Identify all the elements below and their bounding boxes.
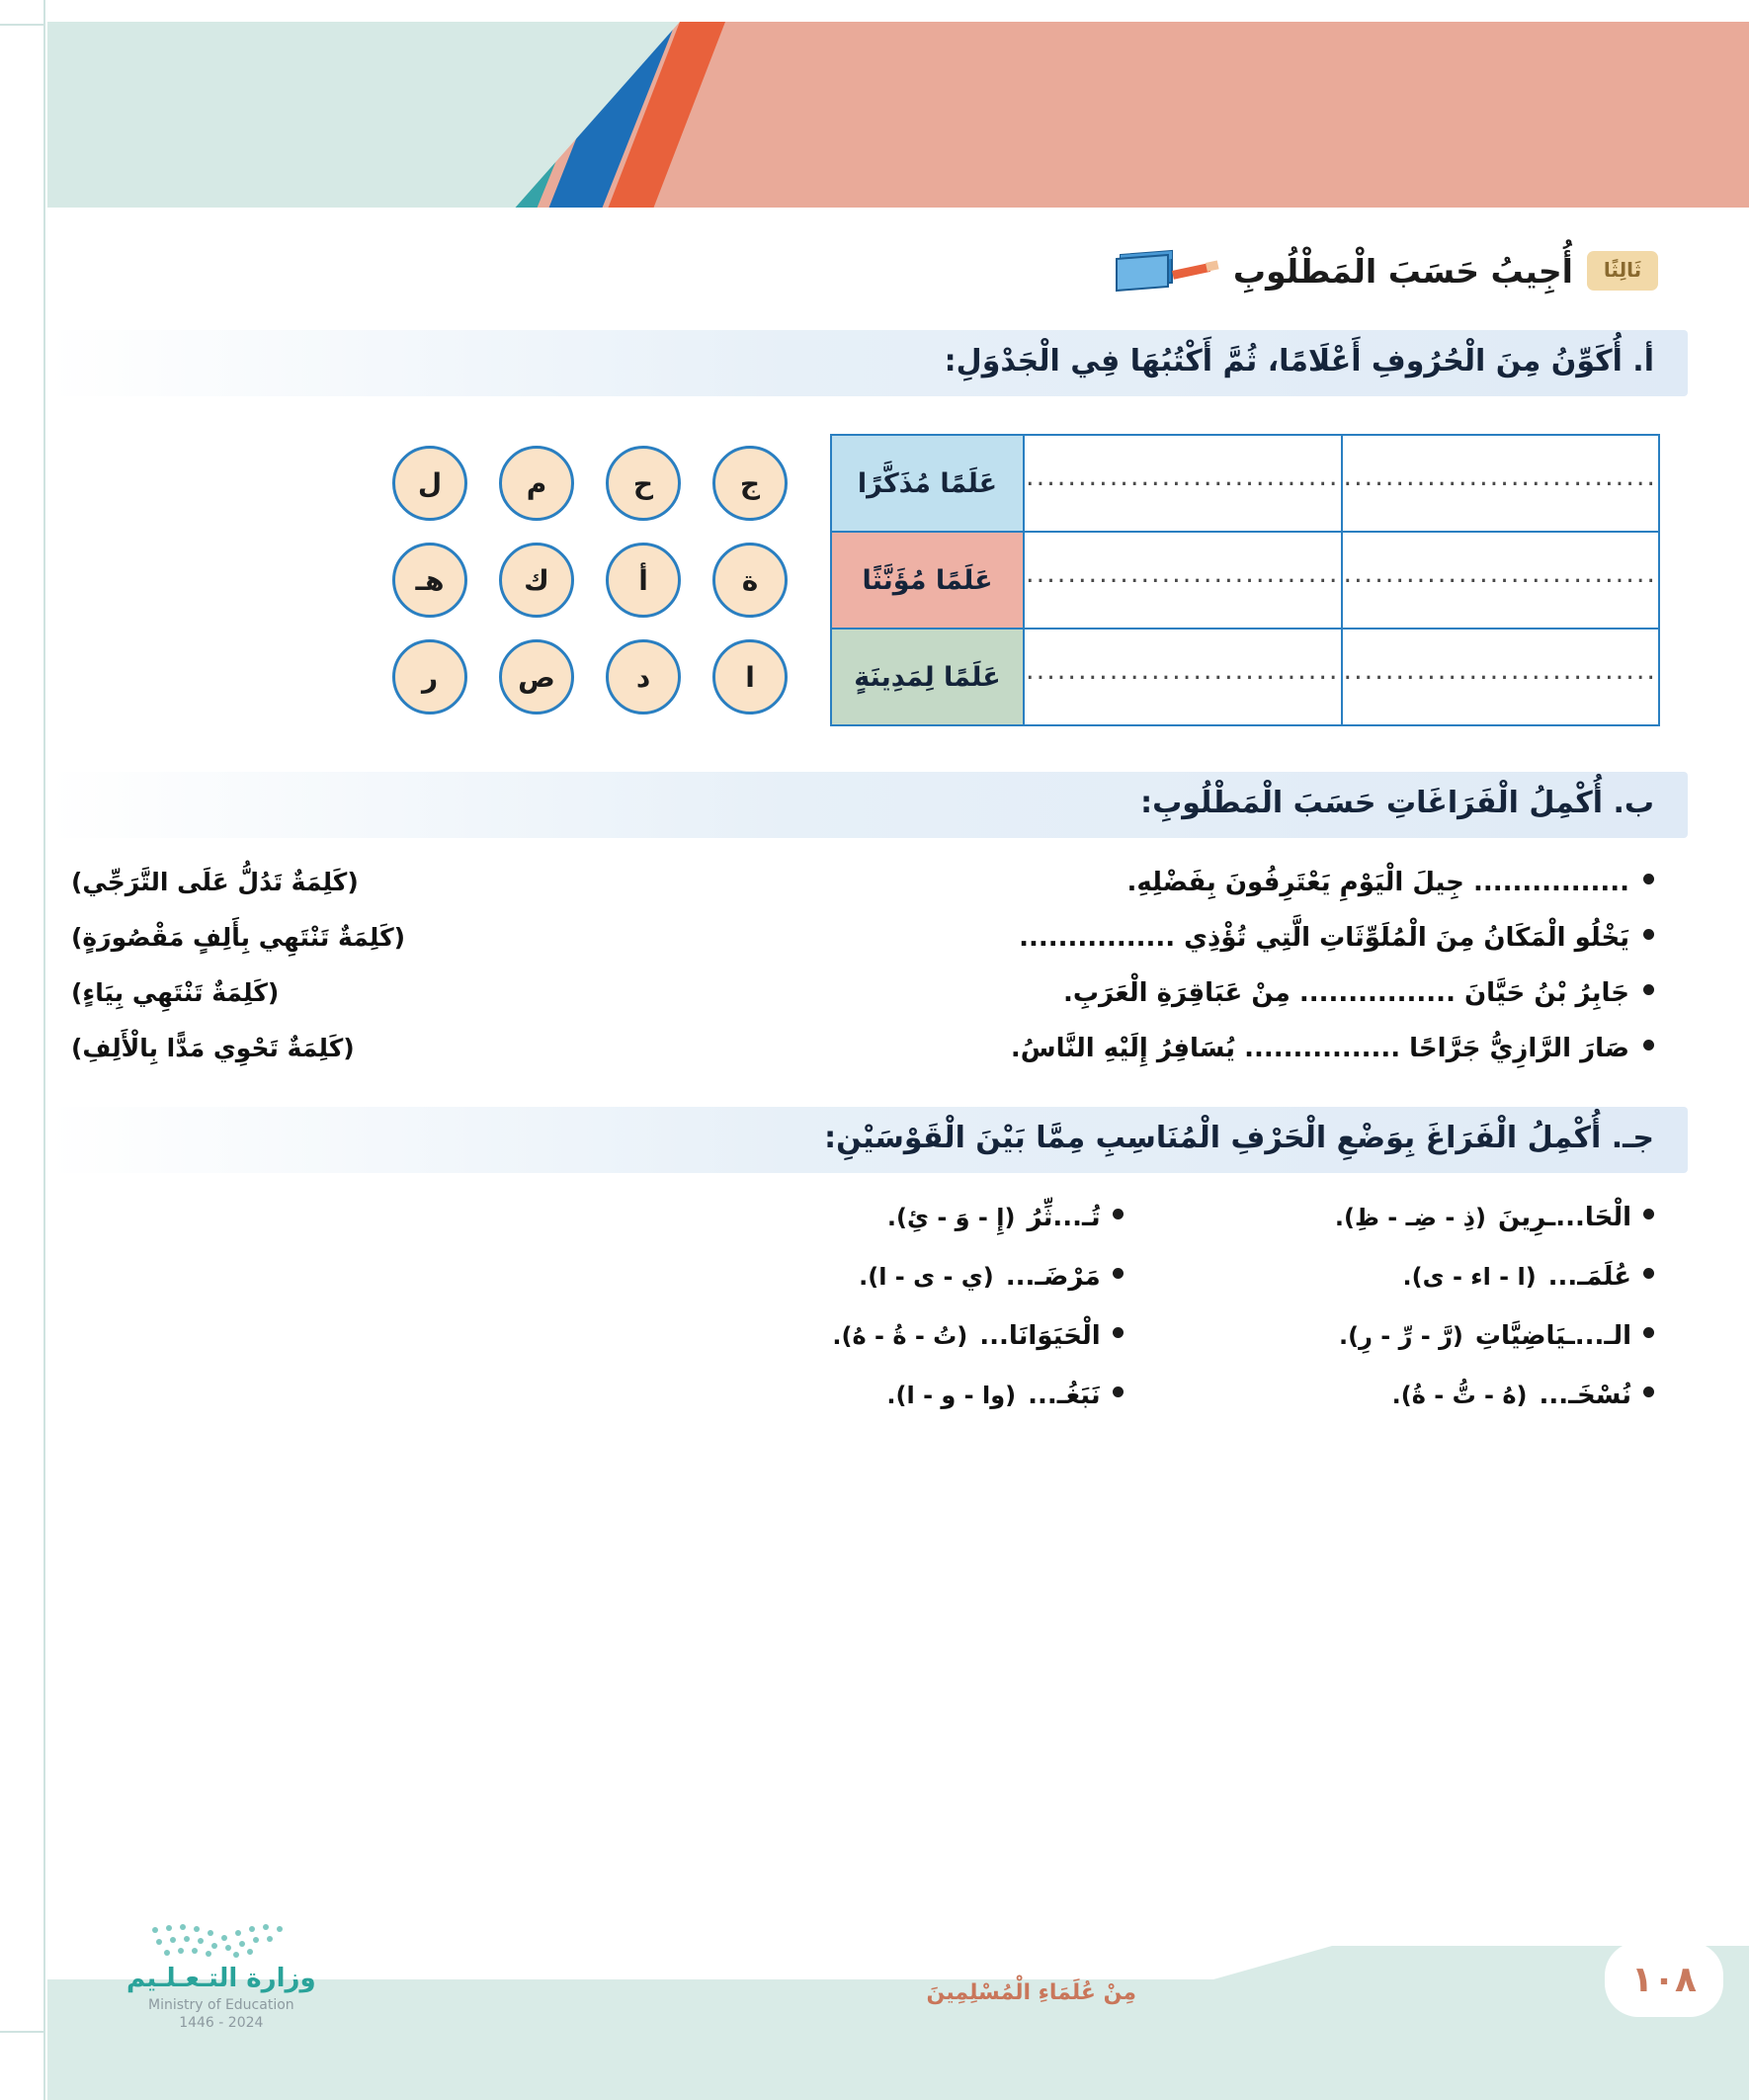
book-icon <box>1111 245 1219 296</box>
choice-word[interactable]: الْحَا...ـرِينَ <box>1497 1203 1631 1232</box>
header-decoration <box>47 22 1749 211</box>
letter-chip[interactable]: د <box>606 639 681 714</box>
list-item <box>71 1034 1654 1063</box>
ministry-name-en: Ministry of Education <box>148 1997 294 2013</box>
choice-item-spacer <box>71 1262 592 1292</box>
table-row <box>831 532 1659 629</box>
list-item-hint: (كَلِمَةٌ تَحْوِي مَدًّا بِالْأَلِفِ) <box>71 1034 355 1062</box>
section-c-grid <box>47 1203 1688 1410</box>
list-item-sentence-wrap <box>1126 868 1654 897</box>
choice-word[interactable]: الْحَيَوَانَا... <box>979 1321 1101 1351</box>
ministry-logo <box>126 1922 316 2031</box>
list-item-sentence-wrap <box>1063 978 1654 1008</box>
letter-chip[interactable]: ح <box>606 446 681 521</box>
bullet-icon <box>1643 1040 1654 1050</box>
section-b-banner: ب. أُكْمِلُ الْفَرَاغَاتِ حَسَبَ الْمَطْلُوبِ: <box>47 772 1688 838</box>
bullet-icon <box>1643 1386 1654 1397</box>
answers-table <box>830 434 1660 726</box>
choice-options: (وا - و - ا). <box>886 1382 1017 1409</box>
choice-item <box>1133 1262 1654 1292</box>
list-item-sentence[interactable]: صَارَ الرَّازِيُّ جَرَّاحًا ................ يُسَافِرُ إِلَيْهِ النَّاسُ. <box>1010 1034 1629 1063</box>
page-number: ١٠٨ <box>1631 1959 1697 2000</box>
list-item-sentence[interactable]: يَخْلُو الْمَكَانُ مِنَ الْمُلَوِّثَاتِ الَّتِي تُؤْذِي ................ <box>1019 923 1629 953</box>
list-item-hint: (كَلِمَةٌ تَنْتَهِي بِأَلِفٍ مَقْصُورَةٍ) <box>71 923 406 952</box>
choice-options: (ي - ى - ا). <box>859 1263 994 1291</box>
letter-chip[interactable]: ج <box>712 446 788 521</box>
list-item <box>71 923 1654 953</box>
header-white-gap <box>47 208 1749 211</box>
choice-item <box>602 1321 1123 1351</box>
ministry-name-ar: وزارة التـعـلـيم <box>126 1964 316 1993</box>
choice-item-spacer <box>71 1381 592 1410</box>
page-number-badge <box>1605 1942 1723 2017</box>
letter-chip[interactable]: أ <box>606 543 681 618</box>
section-c-banner: جـ. أُكْمِلُ الْفَرَاغَ بِوَضْعِ الْحَرْفِ الْمُنَاسِبِ مِمَّا بَيْنَ الْقَوْسَيْنِ: <box>47 1107 1688 1173</box>
choice-item <box>1133 1203 1654 1232</box>
table-row-label: عَلَمًا مُؤَنَّثًا <box>831 532 1024 629</box>
table-row <box>831 435 1659 532</box>
page-edge-band <box>0 0 45 2100</box>
choice-item <box>602 1381 1123 1410</box>
page-title: أُجِيبُ حَسَبَ الْمَطْلُوبِ <box>1232 251 1573 291</box>
list-item-hint: (كَلِمَةٌ تَنْتَهِي بِيَاءٍ) <box>71 978 280 1007</box>
letters-grid <box>383 434 796 726</box>
footer-chapter-title: مِنْ عُلَمَاءِ الْمُسْلِمِينَ <box>926 1980 1136 2005</box>
table-row <box>831 629 1659 725</box>
table-cell-blank[interactable]: .............................. <box>1024 629 1341 725</box>
choice-options: (تُ - ةُ - هُ). <box>832 1322 968 1350</box>
bullet-icon <box>1113 1209 1124 1219</box>
letter-chip[interactable]: هـ <box>392 543 467 618</box>
list-item-sentence[interactable]: جَابِرُ بْنُ حَيَّانَ ................ مِنْ عَبَاقِرَةِ الْعَرَبِ. <box>1063 978 1629 1008</box>
choice-options: (هُ - تُّ - ةُ). <box>1391 1382 1528 1409</box>
table-cell-blank[interactable]: .............................. <box>1024 532 1341 629</box>
list-item <box>71 978 1654 1008</box>
section-title-row <box>47 245 1688 296</box>
choice-item <box>602 1262 1123 1292</box>
choice-item <box>1133 1381 1654 1410</box>
order-badge: ثَالِثًا <box>1587 251 1658 291</box>
edge-corner-top <box>0 0 45 26</box>
page-content <box>47 227 1688 1410</box>
list-item-sentence[interactable]: ................ جِيلَ الْيَوْمِ يَعْتَرِفُونَ بِفَضْلِهِ. <box>1126 868 1629 897</box>
choice-word[interactable]: عُلَمَـ... <box>1547 1262 1631 1292</box>
footer-decoration <box>47 1902 1749 2100</box>
bullet-icon <box>1643 1268 1654 1279</box>
choice-item <box>1133 1321 1654 1351</box>
letter-chip[interactable]: م <box>499 446 574 521</box>
table-cell-blank[interactable]: .............................. <box>1024 435 1341 532</box>
bullet-icon <box>1643 984 1654 995</box>
letter-chip[interactable]: ة <box>712 543 788 618</box>
logo-dots-icon <box>126 1922 316 1958</box>
choice-options: (إِ - وَ - ئِ). <box>886 1204 1016 1231</box>
bullet-icon <box>1643 1209 1654 1219</box>
choice-item-spacer <box>71 1321 592 1351</box>
choice-options: (رَّ - رِّ - رِ). <box>1339 1322 1463 1350</box>
letter-chip[interactable]: ا <box>712 639 788 714</box>
list-item-hint: (كَلِمَةٌ تَدُلُّ عَلَى التَّرَجِّي) <box>71 868 359 896</box>
letter-chip[interactable]: ل <box>392 446 467 521</box>
list-item-sentence-wrap <box>1019 923 1654 953</box>
choice-item <box>602 1203 1123 1232</box>
table-cell-blank[interactable]: .............................. <box>1342 629 1659 725</box>
bullet-icon <box>1113 1268 1124 1279</box>
edge-corner-bottom <box>0 2031 45 2100</box>
choice-options: (ا - اء - ى). <box>1402 1263 1537 1291</box>
bullet-icon <box>1643 1327 1654 1338</box>
section-b-list <box>47 868 1688 1063</box>
bullet-icon <box>1643 874 1654 884</box>
table-cell-blank[interactable]: .............................. <box>1342 435 1659 532</box>
choice-options: (ذِ - ضِـ - ظِ). <box>1334 1204 1486 1231</box>
list-item <box>71 868 1654 897</box>
choice-word[interactable]: نُسْخَـ... <box>1539 1381 1631 1410</box>
letter-chip[interactable]: ر <box>392 639 467 714</box>
ministry-year: 2024 - 1446 <box>179 2015 264 2031</box>
section-a-body <box>47 434 1688 726</box>
letter-chip[interactable]: ك <box>499 543 574 618</box>
choice-word[interactable]: نَبَغُـ... <box>1028 1381 1101 1410</box>
choice-word[interactable]: الـ...ـيَاضِيَّاتِ <box>1474 1321 1631 1351</box>
choice-item-spacer <box>71 1203 592 1232</box>
bullet-icon <box>1643 929 1654 940</box>
bullet-icon <box>1113 1386 1124 1397</box>
table-row-label: عَلَمًا مُذَكَّرًا <box>831 435 1024 532</box>
letter-chip[interactable]: ص <box>499 639 574 714</box>
choice-word[interactable]: مَرْضَـ... <box>1005 1262 1101 1292</box>
table-cell-blank[interactable]: .............................. <box>1342 532 1659 629</box>
bullet-icon <box>1113 1327 1124 1338</box>
table-row-label: عَلَمًا لِمَدِينَةٍ <box>831 629 1024 725</box>
choice-word[interactable]: تُـ...ثِّرُ <box>1027 1203 1101 1232</box>
section-a-banner: أ. أُكَوِّنُ مِنَ الْحُرُوفِ أَعْلَامًا، ثُمَّ أَكْتُبُهَا فِي الْجَدْوَلِ: <box>47 330 1688 396</box>
list-item-sentence-wrap <box>1011 1034 1654 1063</box>
